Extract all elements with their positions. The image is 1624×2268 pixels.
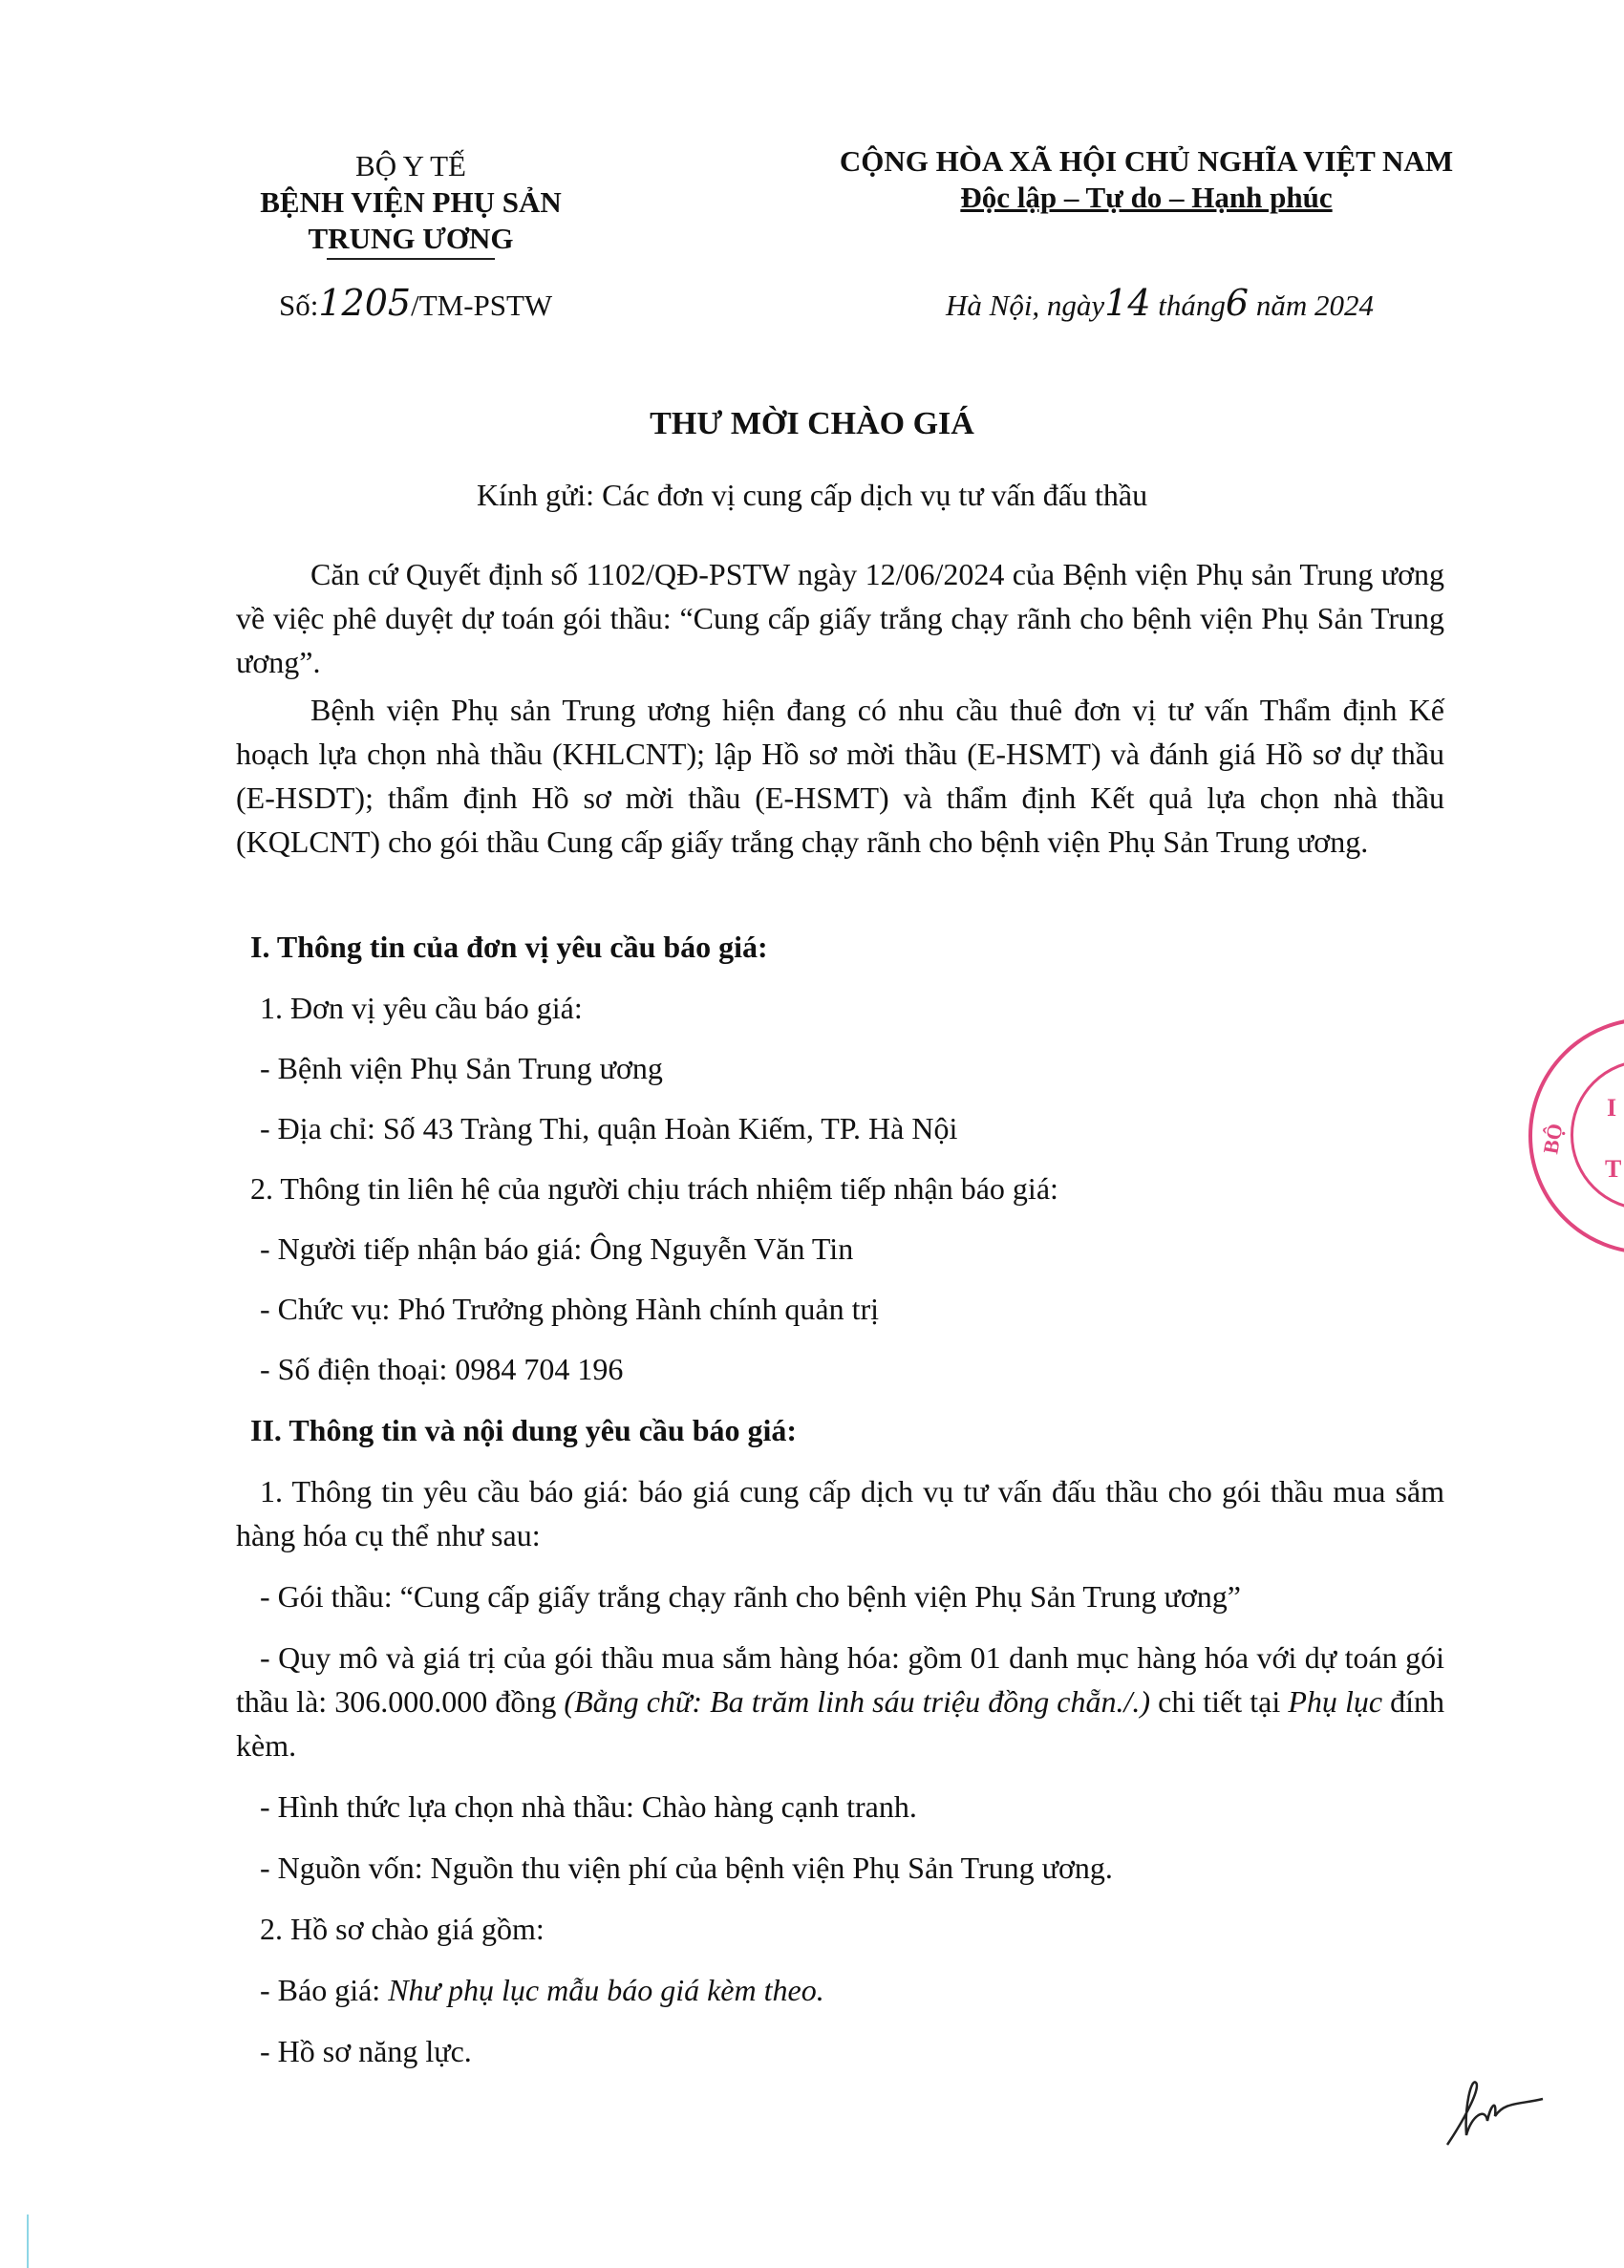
date-month-handwritten: 6	[1225, 282, 1250, 324]
section-2-item-1: 1. Thông tin yêu cầu báo giá: báo giá cung cấp dịch vụ tư vấn đấu thầu cho gói thầu mua sắm hàng hóa cụ thể như sau:	[236, 1474, 1444, 1552]
date-year: năm 2024	[1255, 289, 1374, 322]
seal-text-left: BỘ	[1538, 1122, 1568, 1156]
national-motto: Độc lập – Tự do – Hạnh phúc	[960, 181, 1333, 214]
org-name-line2: TRUNG ƯƠNG	[308, 222, 514, 255]
ref-number-handwritten: 1205	[318, 282, 412, 324]
official-seal-inner-ring	[1571, 1059, 1624, 1210]
country-name: CỘNG HÒA XÃ HỘI CHỦ NGHĨA VIỆT NAM	[839, 144, 1454, 178]
package-name: - Gói thầu: “Cung cấp giấy trắng chạy rãnh cho bệnh viện Phụ Sản Trung ương”	[260, 1579, 1241, 1614]
section-2-heading: II. Thông tin và nội dung yêu cầu báo giá:	[250, 1413, 798, 1447]
appendix-reference: Phụ lục	[1288, 1684, 1383, 1719]
seal-text-inner-1: I	[1607, 1094, 1617, 1122]
org-name-line1: BỆNH VIỆN PHỤ SẢN	[260, 185, 562, 219]
scan-edge-mark	[27, 2215, 29, 2268]
date-month-label: tháng	[1158, 289, 1226, 322]
initials-signature-mark	[1438, 2078, 1552, 2154]
quote-label: - Báo giá:	[260, 1973, 389, 2007]
quote-appendix-note: Như phụ lục mẫu báo giá kèm theo.	[388, 1973, 824, 2007]
unit-address: - Địa chỉ: Số 43 Tràng Thi, quận Hoàn Kiếm, TP. Hà Nội	[260, 1111, 958, 1145]
header-right	[783, 143, 1509, 216]
header-left-underline	[327, 258, 495, 260]
ministry-name: BỘ Y TẾ	[355, 149, 466, 182]
package-scale-detail: chi tiết tại	[1150, 1684, 1289, 1719]
header-left	[220, 148, 602, 257]
section-1-item-1: 1. Đơn vị yêu cầu báo giá:	[260, 991, 583, 1025]
section-1-item-2: 2. Thông tin liên hệ của người chịu trách nhiệm tiếp nhận báo giá:	[250, 1171, 1058, 1206]
document-title: THƯ MỜI CHÀO GIÁ	[650, 406, 974, 441]
package-scale	[236, 1636, 1444, 1767]
receiver-position: - Chức vụ: Phó Trưởng phòng Hành chính quản trị	[260, 1292, 880, 1326]
selection-method: - Hình thức lựa chọn nhà thầu: Chào hàng cạnh tranh.	[260, 1789, 917, 1824]
ref-prefix: Số:	[279, 289, 319, 322]
section-2-item-2: 2. Hồ sơ chào giá gồm:	[260, 1912, 545, 1946]
package-scale-end: đính kèm.	[236, 1684, 1445, 1763]
receiver-phone: - Số điện thoại: 0984 704 196	[260, 1352, 624, 1386]
capacity-profile: - Hồ sơ năng lực.	[260, 2034, 472, 2068]
intro-paragraph-1: Căn cứ Quyết định số 1102/QĐ-PSTW ngày 12/06/2024 của Bệnh viện Phụ sản Trung ương về việc phê duyệt dự toán gói thầu: “Cung cấp giấy trắng chạy rãnh cho bệnh viện Phụ Sản Trung ương”.	[236, 557, 1444, 679]
ref-suffix: /TM-PSTW	[411, 289, 553, 322]
package-scale-text: - Quy mô và giá trị của gói thầu mua sắm hàng hóa: gồm 01 danh mục hàng hóa với dự toán gói thầu là: 306.000.000 đồng	[236, 1640, 1444, 1719]
section-1-heading: I. Thông tin của đơn vị yêu cầu báo giá:	[250, 930, 768, 964]
receiver-name: - Người tiếp nhận báo giá: Ông Nguyễn Văn Tin	[260, 1231, 854, 1266]
requesting-unit: - Bệnh viện Phụ Sản Trung ương	[260, 1051, 663, 1085]
package-value-in-words: (Bằng chữ: Ba trăm linh sáu triệu đồng chẵn./.)	[564, 1684, 1151, 1719]
issue-date	[946, 282, 1374, 324]
official-seal-stamp	[1528, 1017, 1624, 1254]
reference-number	[279, 282, 553, 324]
funding-source: - Nguồn vốn: Nguồn thu viện phí của bệnh viện Phụ Sản Trung ương.	[260, 1851, 1113, 1885]
recipient-line: Kính gửi: Các đơn vị cung cấp dịch vụ tư vấn đấu thầu	[476, 478, 1148, 512]
date-place: Hà Nội, ngày	[946, 289, 1105, 322]
date-day-handwritten: 14	[1104, 282, 1151, 324]
intro-paragraph-2: Bệnh viện Phụ sản Trung ương hiện đang có nhu cầu thuê đơn vị tư vấn Thẩm định Kế hoạch lựa chọn nhà thầu (KHLCNT); lập Hồ sơ mời thầu (E-HSMT) và đánh giá Hồ sơ dự thầu (E-HSDT); thẩm định Hồ sơ mời thầu (E-HSMT) và thẩm định Kết quả lựa chọn nhà thầu (KQLCNT) cho gói thầu Cung cấp giấy trắng chạy rãnh cho bệnh viện Phụ Sản Trung ương.	[236, 693, 1444, 859]
seal-text-inner-2: T	[1605, 1155, 1622, 1183]
quote-requirement	[260, 1968, 824, 2012]
